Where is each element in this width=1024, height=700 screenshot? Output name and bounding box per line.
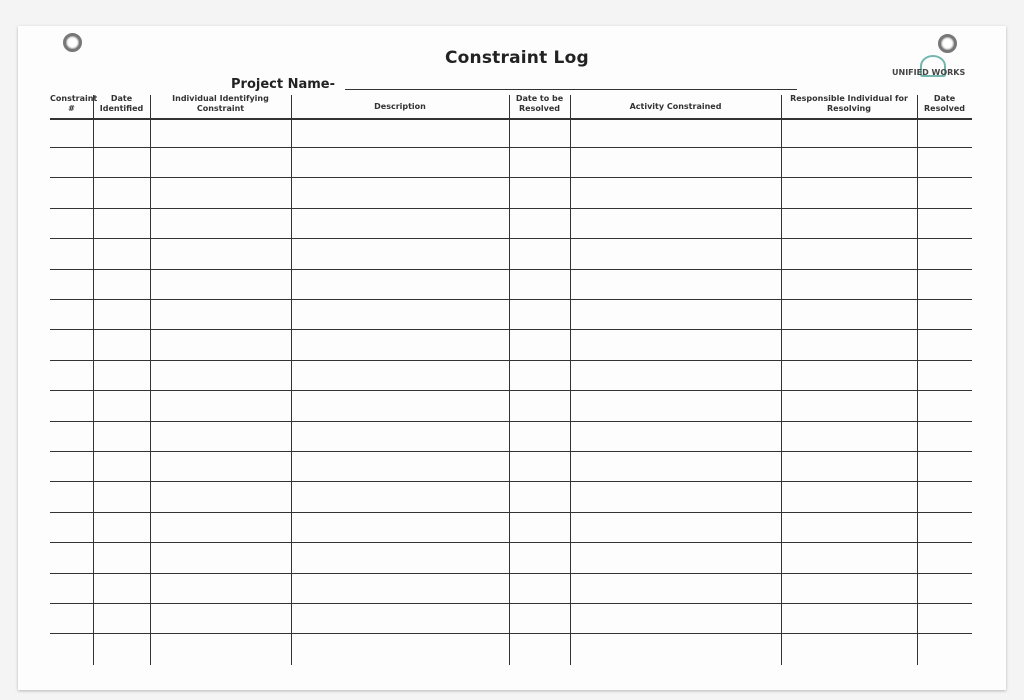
- column-header: Date Resolved: [924, 94, 965, 113]
- project-name-field[interactable]: [345, 89, 797, 90]
- row-divider: [50, 208, 972, 209]
- table-row[interactable]: [50, 514, 972, 544]
- row-divider: [50, 269, 972, 270]
- table-row[interactable]: [50, 119, 972, 149]
- table-row[interactable]: [50, 545, 972, 575]
- column-header: Date to be Resolved: [515, 94, 564, 113]
- grommet-icon: [938, 34, 957, 53]
- table-row[interactable]: [50, 301, 972, 331]
- table-row[interactable]: [50, 453, 972, 483]
- row-divider: [50, 360, 972, 361]
- row-divider: [50, 542, 972, 543]
- table-row[interactable]: [50, 575, 972, 605]
- row-divider: [50, 421, 972, 422]
- column-header: Activity Constrained: [629, 102, 722, 111]
- table-row[interactable]: [50, 149, 972, 179]
- row-divider: [50, 603, 972, 604]
- table-row[interactable]: [50, 271, 972, 301]
- table-row[interactable]: [50, 362, 972, 392]
- logo: [892, 55, 974, 81]
- table-row[interactable]: [50, 180, 972, 210]
- row-divider: [50, 451, 972, 452]
- table-row[interactable]: [50, 393, 972, 423]
- page-title: Constraint Log: [445, 48, 589, 68]
- project-name-label: Project Name-: [231, 77, 335, 92]
- logo-text: UNIFIED WORKS: [892, 68, 966, 77]
- column-header: Constraint #: [50, 94, 98, 113]
- column-header: Description: [374, 102, 426, 111]
- column-header: Individual Identifying Constraint: [172, 94, 269, 113]
- row-divider: [50, 633, 972, 634]
- grommet-icon: [63, 33, 82, 52]
- table-row[interactable]: [50, 423, 972, 453]
- table-row[interactable]: [50, 605, 972, 635]
- row-divider: [50, 390, 972, 391]
- row-divider: [50, 573, 972, 574]
- row-divider: [50, 147, 972, 148]
- row-divider: [50, 329, 972, 330]
- row-divider: [50, 481, 972, 482]
- row-divider: [50, 299, 972, 300]
- row-divider: [50, 512, 972, 513]
- table-row[interactable]: [50, 332, 972, 362]
- table-row[interactable]: [50, 210, 972, 240]
- table-row[interactable]: [50, 636, 972, 666]
- column-header: Responsible Individual for Resolving: [790, 94, 908, 113]
- row-divider: [50, 238, 972, 239]
- row-divider: [50, 177, 972, 178]
- column-header: Date Identified: [99, 94, 144, 113]
- table-row[interactable]: [50, 241, 972, 271]
- table-row[interactable]: [50, 484, 972, 514]
